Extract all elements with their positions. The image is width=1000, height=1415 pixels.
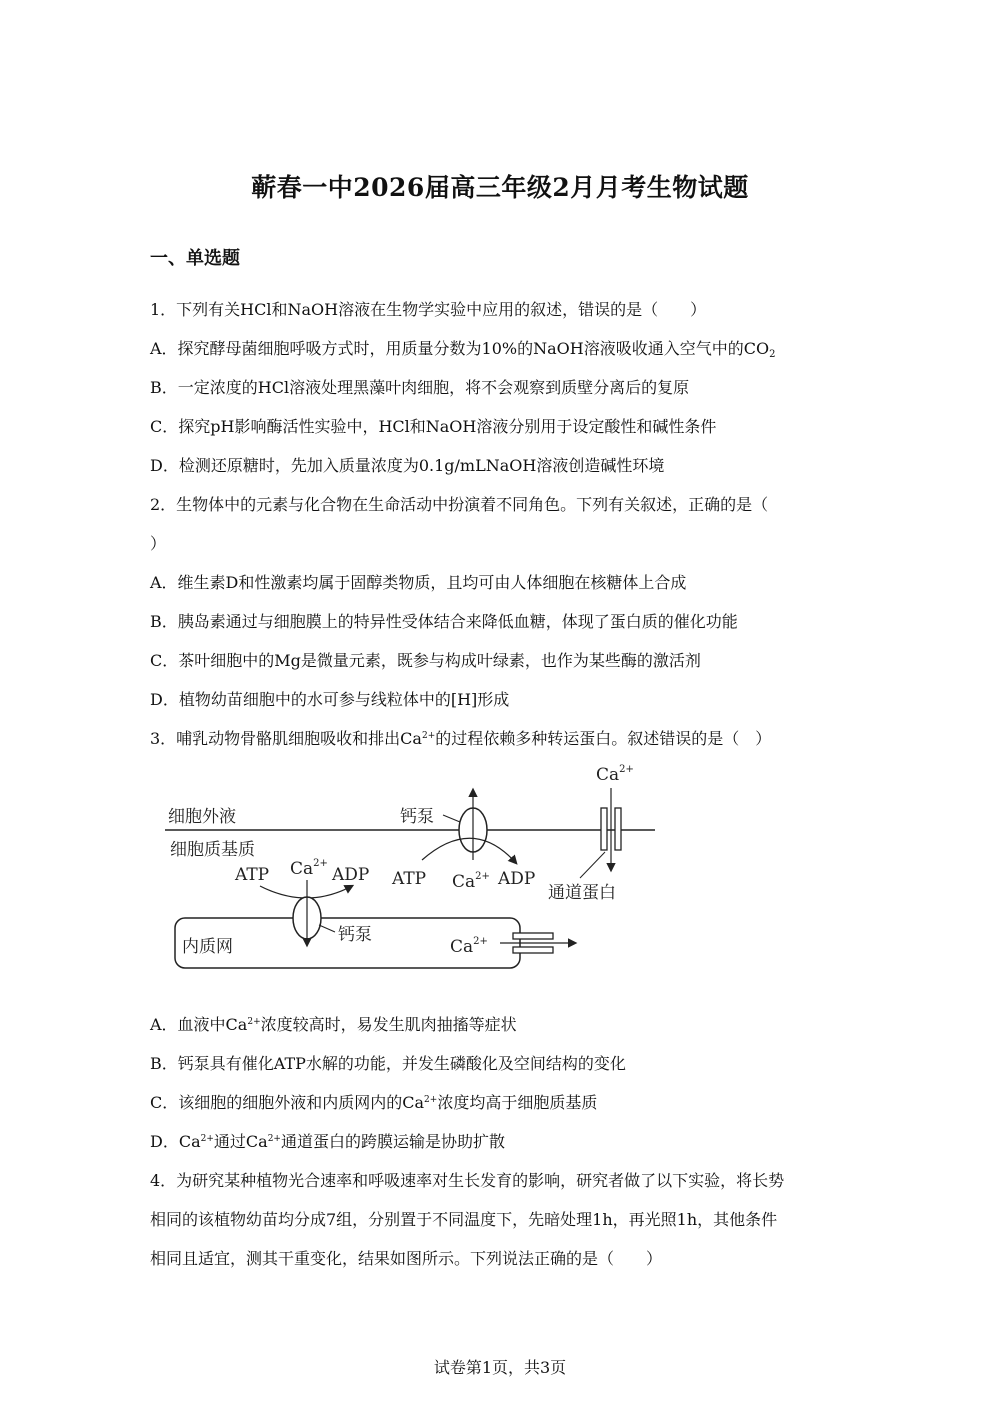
- q3-option-d-sup: 2+: [200, 1134, 214, 1144]
- q3-option-a-text: A．血液中Ca: [150, 1015, 248, 1034]
- q3-stem-text: 3．哺乳动物骨骼肌细胞吸收和排出Ca: [150, 729, 422, 748]
- q4-stem-line1: 4．为研究某种植物光合速率和呼吸速率对生长发育的影响，研究者做了以下实验，将长势: [150, 1171, 785, 1190]
- q1-option-b: B．一定浓度的HCl溶液处理黑藻叶肉细胞，将不会观察到质壁分离后的复原: [150, 378, 690, 397]
- q2-option-d: D．植物幼苗细胞中的水可参与线粒体中的[H]形成: [150, 690, 510, 709]
- section-heading: 一、单选题: [150, 248, 240, 269]
- channel-right-bar: [615, 808, 621, 850]
- q3-option-d-text-3: 通道蛋白的跨膜运输是协助扩散: [280, 1132, 505, 1151]
- q3-option-a-sup: 2+: [247, 1017, 261, 1027]
- q4-stem-line2: 相同的该植物幼苗均分成7组，分别置于不同温度下，先暗处理1h，再光照1h，其他条件: [150, 1210, 778, 1229]
- q3-option-d-text: D．Ca: [150, 1132, 201, 1151]
- label-ca-top-pump: $Ca^{2+}$: [452, 871, 490, 892]
- q1-stem: 1．下列有关HCl和NaOH溶液在生物学实验中应用的叙述，错误的是（ ）: [150, 300, 707, 319]
- channel-pointer: [580, 852, 605, 878]
- q1-option-d: D．检测还原糖时，先加入质量浓度为0.1g/mLNaOH溶液创造碱性环境: [150, 456, 665, 475]
- q1-option-c: C．探究pH影响酶活性实验中，HCl和NaOH溶液分别用于设定酸性和碱性条件: [150, 417, 717, 436]
- label-pump-top: 钙泵: [400, 807, 434, 827]
- page-footer: 试卷第1页，共3页: [433, 1358, 567, 1377]
- q2-option-b: B．胰岛素通过与细胞膜上的特异性受体结合来降低血糖，体现了蛋白质的催化功能: [150, 612, 738, 631]
- label-channel: 通道蛋白: [548, 883, 616, 903]
- channel-left-bar: [601, 808, 607, 850]
- label-extracellular: 细胞外液: [168, 807, 236, 827]
- q3-option-d: [150, 1130, 850, 1154]
- label-atp-er: ATP: [235, 865, 270, 885]
- q3-option-c-text: C．该细胞的细胞外液和内质网内的Ca: [150, 1093, 425, 1112]
- label-ca-er-pump: $Ca^{2+}$: [290, 858, 328, 879]
- label-atp-top: ATP: [392, 869, 427, 889]
- label-er: 内质网: [182, 937, 233, 957]
- q3-option-c-sup: 2+: [424, 1095, 438, 1105]
- q2-stem: 2．生物体中的元素与化合物在生命活动中扮演着不同角色。下列有关叙述，正确的是（: [150, 495, 769, 514]
- atp-adp-curve-er: [260, 886, 352, 898]
- label-pump-er: 钙泵: [338, 925, 372, 945]
- q3-stem: [150, 727, 850, 751]
- page-title: 蕲春一中2026届高三年级2月月考生物试题: [251, 173, 749, 202]
- label-adp-top: ADP: [498, 869, 536, 889]
- label-ca-channel-top: $Ca^{2+}$: [596, 764, 634, 785]
- q4-stem-line3: 相同且适宜，测其干重变化，结果如图所示。下列说法正确的是（ ）: [150, 1249, 663, 1268]
- q2-option-a: A．维生素D和性激素均属于固醇类物质，且均可由人体细胞在核糖体上合成: [150, 573, 687, 592]
- q1-option-a: [150, 337, 850, 361]
- q3-option-a: [150, 1013, 850, 1037]
- label-cytoplasm: 细胞质基质: [170, 840, 255, 860]
- label-adp-er: ADP: [332, 865, 370, 885]
- q3-option-d-sup-2: 2+: [267, 1134, 281, 1144]
- q1-option-a-text: A．探究酵母菌细胞呼吸方式时，用质量分数为10%的NaOH溶液吸收通入空气中的CO: [150, 339, 770, 358]
- calcium-transport-diagram: [160, 760, 660, 975]
- q3-stem-sup: 2+: [421, 731, 436, 741]
- q3-option-c-text-2: 浓度均高于细胞质基质: [437, 1093, 598, 1112]
- er-channel-bottom-bar: [513, 947, 553, 953]
- pump-pointer-top: [443, 815, 460, 822]
- q3-option-c: [150, 1091, 850, 1115]
- q3-stem-text-2: 的过程依赖多种转运蛋白。叙述错误的是（ ）: [435, 729, 772, 748]
- er-channel-top-bar: [513, 933, 553, 939]
- q2-stem-cont: ）: [150, 534, 167, 553]
- label-ca-er: $Ca^{2+}$: [450, 936, 488, 957]
- q3-option-d-text-2: 通过Ca: [213, 1132, 268, 1151]
- q1-option-a-sub: 2: [769, 349, 776, 360]
- q2-option-c: C．茶叶细胞中的Mg是微量元素，既参与构成叶绿素，也作为某些酶的激活剂: [150, 651, 701, 670]
- q3-option-a-text-2: 浓度较高时，易发生肌肉抽搐等症状: [260, 1015, 517, 1034]
- q3-option-b: B．钙泵具有催化ATP水解的功能，并发生磷酸化及空间结构的变化: [150, 1054, 626, 1073]
